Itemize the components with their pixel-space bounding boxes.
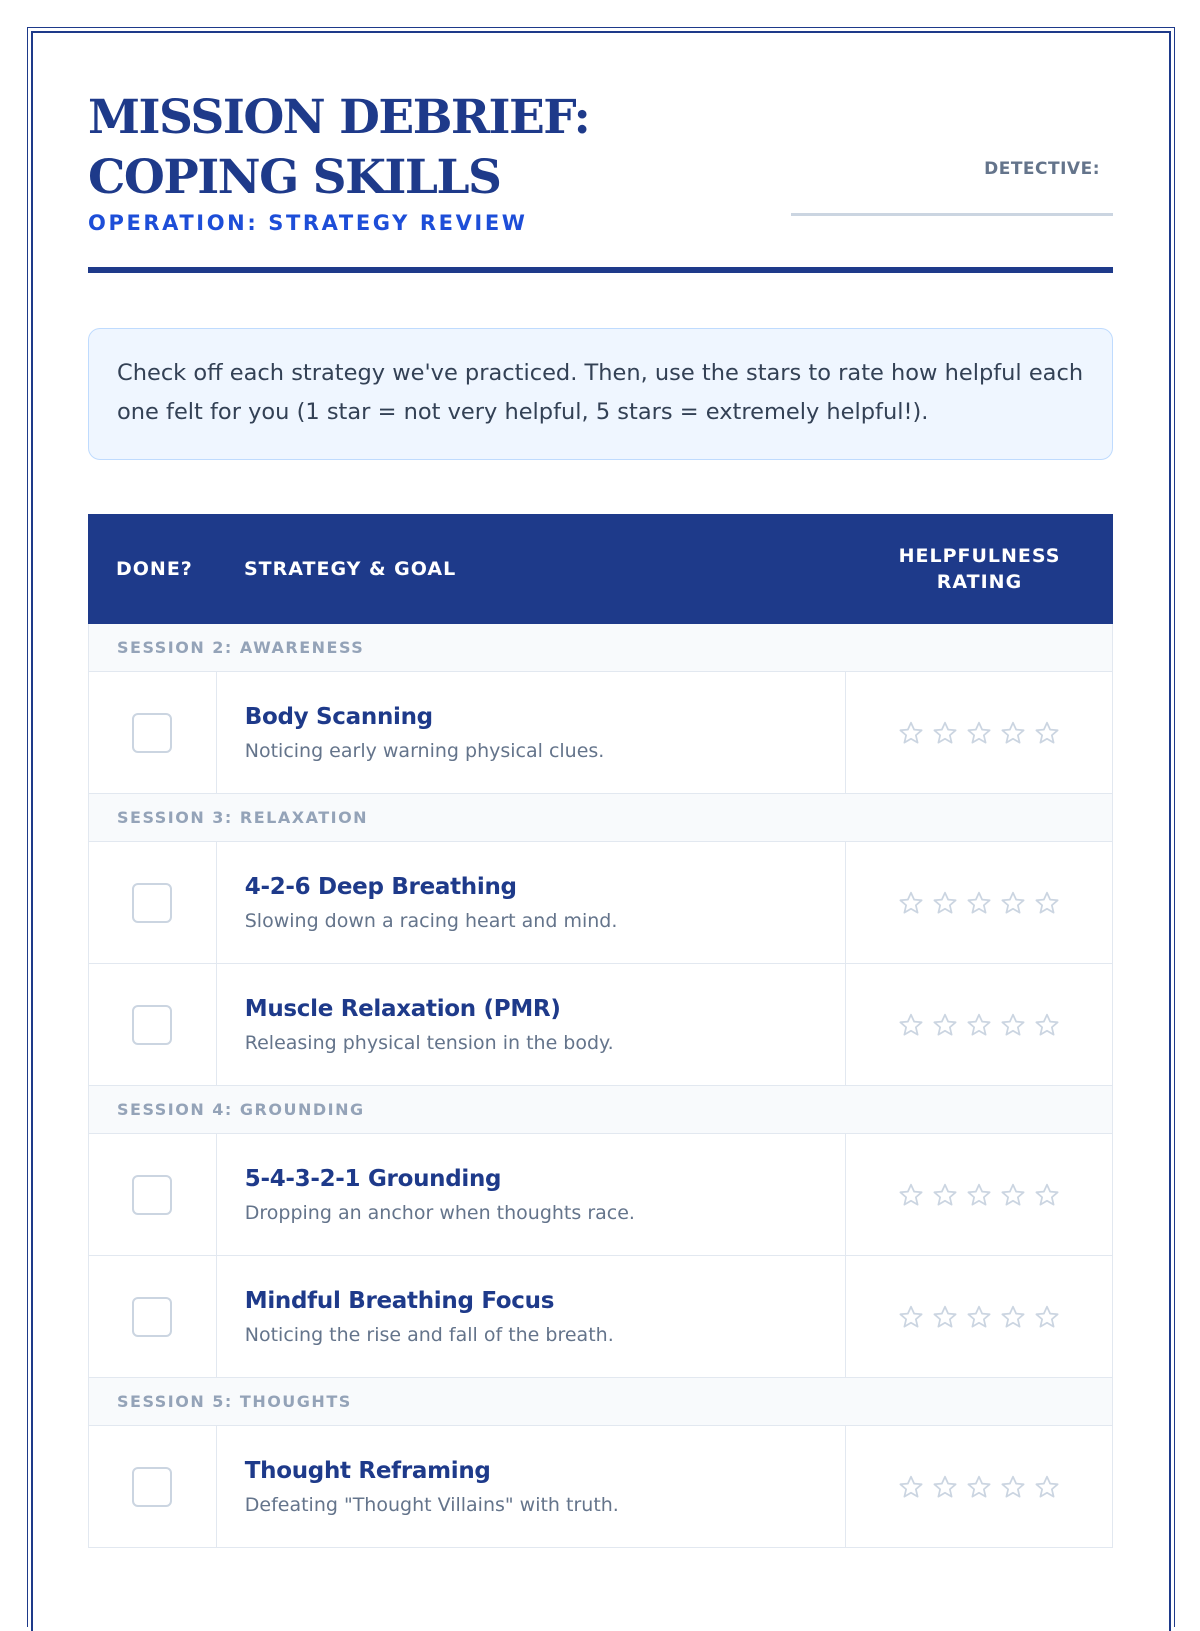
- strategy-name: Body Scanning: [244, 704, 433, 730]
- strategy-table: [88, 514, 1113, 1548]
- done-checkbox[interactable]: [132, 1297, 172, 1337]
- table-row: [88, 1426, 1113, 1548]
- star-icon[interactable]: [1034, 1012, 1060, 1038]
- star-icon[interactable]: [966, 1182, 992, 1208]
- star-icon[interactable]: [898, 1304, 924, 1330]
- strategy-name: 4-2-6 Deep Breathing: [244, 874, 517, 900]
- star-rating: [846, 964, 1112, 1085]
- strategy-name: 5-4-3-2-1 Grounding: [244, 1166, 502, 1192]
- strategy-goal: Releasing physical tension in the body.: [244, 1032, 614, 1054]
- done-cell: [89, 842, 217, 963]
- star-rating: [846, 672, 1112, 793]
- session-header: SESSION 3: RELAXATION: [88, 794, 1113, 842]
- strategy-goal: Defeating "Thought Villains" with truth.: [244, 1494, 619, 1516]
- strategy-cell: [217, 1134, 846, 1255]
- star-rating: [846, 1256, 1112, 1377]
- done-checkbox[interactable]: [132, 883, 172, 923]
- star-rating: [846, 1134, 1112, 1255]
- header-divider: [88, 267, 1113, 273]
- strategy-name: Mindful Breathing Focus: [244, 1288, 555, 1314]
- star-icon[interactable]: [966, 1304, 992, 1330]
- star-icon[interactable]: [1034, 720, 1060, 746]
- strategy-cell: [217, 672, 846, 793]
- star-icon[interactable]: [932, 890, 958, 916]
- done-checkbox[interactable]: [132, 1005, 172, 1045]
- star-icon[interactable]: [932, 1474, 958, 1500]
- star-icon[interactable]: [1034, 1304, 1060, 1330]
- done-checkbox[interactable]: [132, 1467, 172, 1507]
- instructions-box: Check off each strategy we've practiced. Then, use the stars to rate how helpful each one felt for you (1 star = not very helpful, 5 stars = extremely helpful!).: [88, 328, 1113, 460]
- star-icon[interactable]: [1000, 1012, 1026, 1038]
- star-icon[interactable]: [1000, 1304, 1026, 1330]
- strategy-goal: Noticing the rise and fall of the breath.: [244, 1324, 614, 1346]
- done-cell: [89, 672, 217, 793]
- star-icon[interactable]: [966, 1012, 992, 1038]
- star-icon[interactable]: [1034, 1182, 1060, 1208]
- strategy-goal: Dropping an anchor when thoughts race.: [244, 1202, 635, 1224]
- star-icon[interactable]: [898, 890, 924, 916]
- star-icon[interactable]: [1000, 1474, 1026, 1500]
- strategy-name: Thought Reframing: [244, 1458, 491, 1484]
- strategy-goal: Slowing down a racing heart and mind.: [244, 910, 618, 932]
- session-header: SESSION 4: GROUNDING: [88, 1086, 1113, 1134]
- star-icon[interactable]: [1034, 890, 1060, 916]
- table-header: [88, 514, 1113, 624]
- session-header: SESSION 5: THOUGHTS: [88, 1378, 1113, 1426]
- done-checkbox[interactable]: [132, 713, 172, 753]
- strategy-cell: [217, 842, 846, 963]
- strategy-name: Muscle Relaxation (PMR): [244, 996, 561, 1022]
- page-subtitle: OPERATION: STRATEGY REVIEW: [88, 211, 528, 235]
- star-rating: [846, 1426, 1112, 1547]
- star-rating: [846, 842, 1112, 963]
- star-icon[interactable]: [966, 1474, 992, 1500]
- star-icon[interactable]: [898, 720, 924, 746]
- worksheet: [88, 88, 1113, 1516]
- table-row: [88, 1256, 1113, 1378]
- star-icon[interactable]: [932, 1012, 958, 1038]
- table-row: [88, 1134, 1113, 1256]
- star-icon[interactable]: [1000, 1182, 1026, 1208]
- star-icon[interactable]: [932, 720, 958, 746]
- star-icon[interactable]: [932, 1182, 958, 1208]
- strategy-goal: Noticing early warning physical clues.: [244, 740, 605, 762]
- column-header-done: DONE?: [116, 558, 193, 580]
- star-icon[interactable]: [1000, 720, 1026, 746]
- column-header-rating: HELPFULNESS RATING: [898, 545, 1061, 593]
- done-cell: [89, 1256, 217, 1377]
- star-icon[interactable]: [966, 890, 992, 916]
- column-header-strategy: STRATEGY & GOAL: [244, 558, 457, 580]
- table-row: [88, 842, 1113, 964]
- star-icon[interactable]: [898, 1012, 924, 1038]
- done-cell: [89, 964, 217, 1085]
- star-icon[interactable]: [966, 720, 992, 746]
- header: [88, 88, 1113, 274]
- star-icon[interactable]: [898, 1182, 924, 1208]
- detective-name-line[interactable]: [791, 213, 1113, 216]
- done-checkbox[interactable]: [132, 1175, 172, 1215]
- star-icon[interactable]: [1000, 890, 1026, 916]
- detective-label: DETECTIVE:: [984, 159, 1100, 179]
- done-cell: [89, 1426, 217, 1547]
- strategy-cell: [217, 1426, 846, 1547]
- session-header: SESSION 2: AWARENESS: [88, 624, 1113, 672]
- star-icon[interactable]: [898, 1474, 924, 1500]
- star-icon[interactable]: [932, 1304, 958, 1330]
- done-cell: [89, 1134, 217, 1255]
- table-row: [88, 964, 1113, 1086]
- table-row: [88, 672, 1113, 794]
- page-title: MISSION DEBRIEF: COPING SKILLS: [88, 90, 590, 205]
- strategy-cell: [217, 964, 846, 1085]
- table-body: [88, 624, 1113, 1548]
- strategy-cell: [217, 1256, 846, 1377]
- star-icon[interactable]: [1034, 1474, 1060, 1500]
